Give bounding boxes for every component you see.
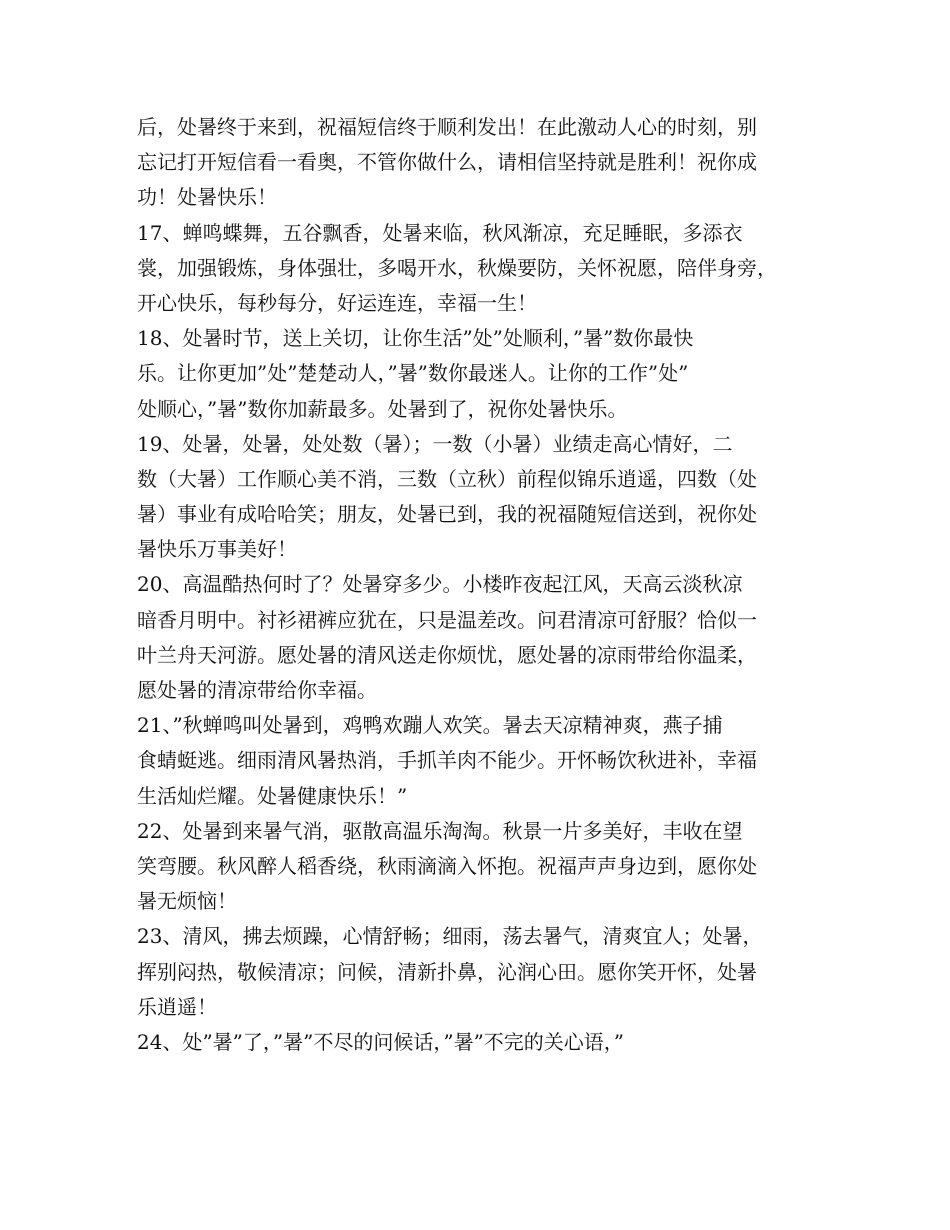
text-line: 17、蝉鸣蝶舞，五谷飘香，处暑来临，秋风渐凉，充足睡眠，多添衣 — [137, 220, 743, 245]
text-line: 开心快乐，每秒每分，好运连连，幸福一生！ — [137, 290, 537, 315]
text-line: 19、处暑，处暑，处处数（暑）；一数（小暑）业绩走高心情好，二 — [137, 431, 733, 456]
text-line: 挥别闷热，敬候清凉；问候，清新扑鼻，沁润心田。愿你笑开怀，处暑 — [137, 959, 757, 984]
text-line: 笑弯腰。秋风醉人稻香绕，秋雨滴滴入怀抱。祝福声声身边到，愿你处 — [137, 853, 757, 878]
text-line: 18、处暑时节，送上关切，让你生活”处”处顺利，”暑”数你最快 — [137, 326, 694, 351]
text-line: 后，处暑终于来到，祝福短信终于顺利发出！在此激动人心的时刻，别 — [137, 115, 757, 139]
text-line: 裳，加强锻炼，身体强壮，多喝开水，秋燥要防，关怀祝愿，陪伴身旁， — [137, 255, 777, 280]
text-line: 20、高温酷热何时了？处暑穿多少。小楼昨夜起江风，天高云淡秋凉 — [137, 572, 743, 597]
text-line: 22、处暑到来暑气消，驱散高温乐淘淘。秋景一片多美好，丰收在望 — [137, 818, 743, 843]
text-line: 食蜻蜓逃。细雨清风暑热消，手抓羊肉不能少。开怀畅饮秋进补，幸福 — [137, 748, 757, 773]
text-line: 忘记打开短信看一看奥，不管你做什么，请相信坚持就是胜利！祝你成 — [137, 150, 757, 175]
text-line: 生活灿烂耀。处暑健康快乐！” — [137, 783, 408, 808]
text-line: 暑）事业有成哈哈笑；朋友，处暑已到，我的祝福随短信送到，祝你处 — [137, 502, 757, 527]
text-line: 功！处暑快乐！ — [137, 185, 277, 210]
text-line: 愿处暑的清凉带给你幸福。 — [137, 678, 377, 702]
text-line: 21、”秋蝉鸣叫处暑到，鸡鸭欢蹦人欢笑。暑去天凉精神爽，燕子捕 — [137, 713, 723, 738]
text-line: 23、清风，拂去烦躁，心情舒畅；细雨，荡去暑气，清爽宜人；处暑， — [137, 924, 763, 949]
text-line: 乐。让你更加”处”楚楚动人，”暑”数你最迷人。让你的工作”处” — [137, 361, 689, 386]
text-line: 暗香月明中。衬衫裙裤应犹在，只是温差改。问君清凉可舒服？恰似一 — [137, 607, 757, 632]
text-line: 24、处”暑”了，”暑”不尽的问候话，”暑”不完的关心语，” — [137, 1029, 625, 1054]
text-line: 暑无烦恼！ — [137, 889, 237, 914]
text-line: 数（大暑）工作顺心美不消，三数（立秋）前程似锦乐逍遥，四数（处 — [137, 466, 757, 491]
document-body — [137, 110, 837, 1060]
text-line: 乐逍遥！ — [137, 994, 217, 1019]
text-line: 处顺心，”暑”数你加薪最多。处暑到了，祝你处暑快乐。 — [137, 396, 628, 421]
text-line: 叶兰舟天河游。愿处暑的清风送走你烦忧，愿处暑的凉雨带给你温柔， — [137, 642, 757, 667]
text-line: 暑快乐万事美好！ — [137, 537, 297, 562]
